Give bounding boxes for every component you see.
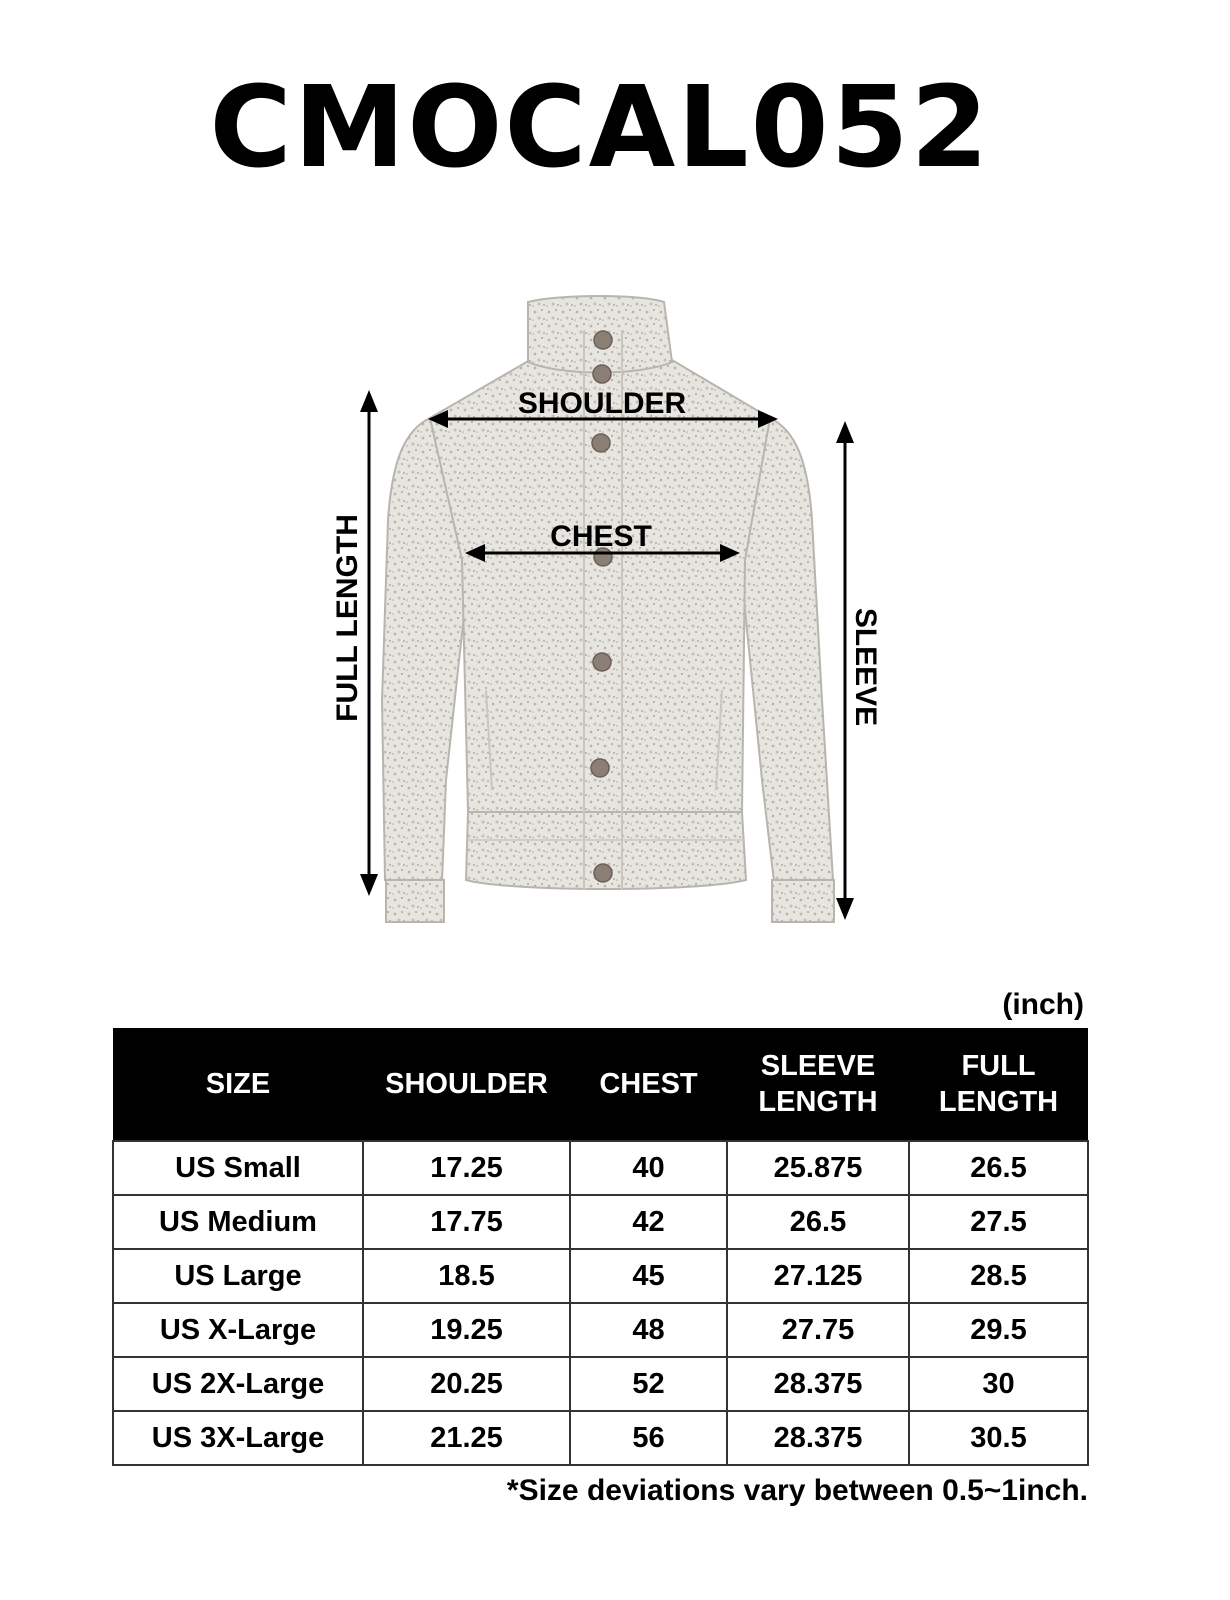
cell-sleeve: 28.375 [727,1357,909,1411]
cell-size: US Medium [113,1195,363,1249]
header-sleeve-line-1: SLEEVE [760,1050,876,1082]
cell-full-length: 27.5 [909,1195,1088,1249]
table-row [113,1249,1088,1303]
table-row [113,1141,1088,1195]
product-code-title: CMOCAL052 [209,63,991,193]
cell-sleeve: 27.125 [727,1249,909,1303]
unit-note: (inch) [1002,988,1084,1021]
header-full-line-2: LENGTH [938,1086,1059,1118]
sleeve-label: SLEEVE [849,607,882,727]
cell-sleeve: 25.875 [727,1141,909,1195]
cell-chest: 56 [570,1411,727,1465]
cell-size: US 2X-Large [113,1357,363,1411]
header-full-line-1: FULL [961,1050,1036,1082]
cell-size: US Large [113,1249,363,1303]
header-full-length [909,1028,1088,1141]
cell-full-length: 30 [909,1357,1088,1411]
cell-sleeve: 28.375 [727,1411,909,1465]
cell-chest: 45 [570,1249,727,1303]
cell-shoulder: 18.5 [363,1249,570,1303]
table-row [113,1195,1088,1249]
cell-shoulder: 17.25 [363,1141,570,1195]
cell-full-length: 28.5 [909,1249,1088,1303]
header-shoulder: SHOULDER [363,1028,570,1141]
cell-size: US Small [113,1141,363,1195]
header-chest: CHEST [570,1028,727,1141]
full-length-label: FULL LENGTH [331,514,364,722]
cell-full-length: 26.5 [909,1141,1088,1195]
shoulder-label: SHOULDER [517,387,687,420]
header-sleeve-line-2: LENGTH [758,1086,878,1118]
size-deviation-footnote: *Size deviations vary between 0.5~1inch. [506,1474,1088,1507]
table-row [113,1303,1088,1357]
table-row [113,1411,1088,1465]
cell-chest: 40 [570,1141,727,1195]
cell-size: US 3X-Large [113,1411,363,1465]
cell-full-length: 29.5 [909,1303,1088,1357]
chest-label: CHEST [550,520,652,553]
header-sleeve-length [727,1028,909,1141]
cell-chest: 52 [570,1357,727,1411]
cell-full-length: 30.5 [909,1411,1088,1465]
cell-shoulder: 17.75 [363,1195,570,1249]
cell-chest: 42 [570,1195,727,1249]
cell-chest: 48 [570,1303,727,1357]
table-row [113,1357,1088,1411]
cell-sleeve: 27.75 [727,1303,909,1357]
header-size: SIZE [113,1028,363,1141]
cell-shoulder: 21.25 [363,1411,570,1465]
cell-size: US X-Large [113,1303,363,1357]
cell-shoulder: 19.25 [363,1303,570,1357]
table-header-row [113,1028,1088,1141]
cell-shoulder: 20.25 [363,1357,570,1411]
size-chart-table [112,1028,1089,1466]
cell-sleeve: 26.5 [727,1195,909,1249]
